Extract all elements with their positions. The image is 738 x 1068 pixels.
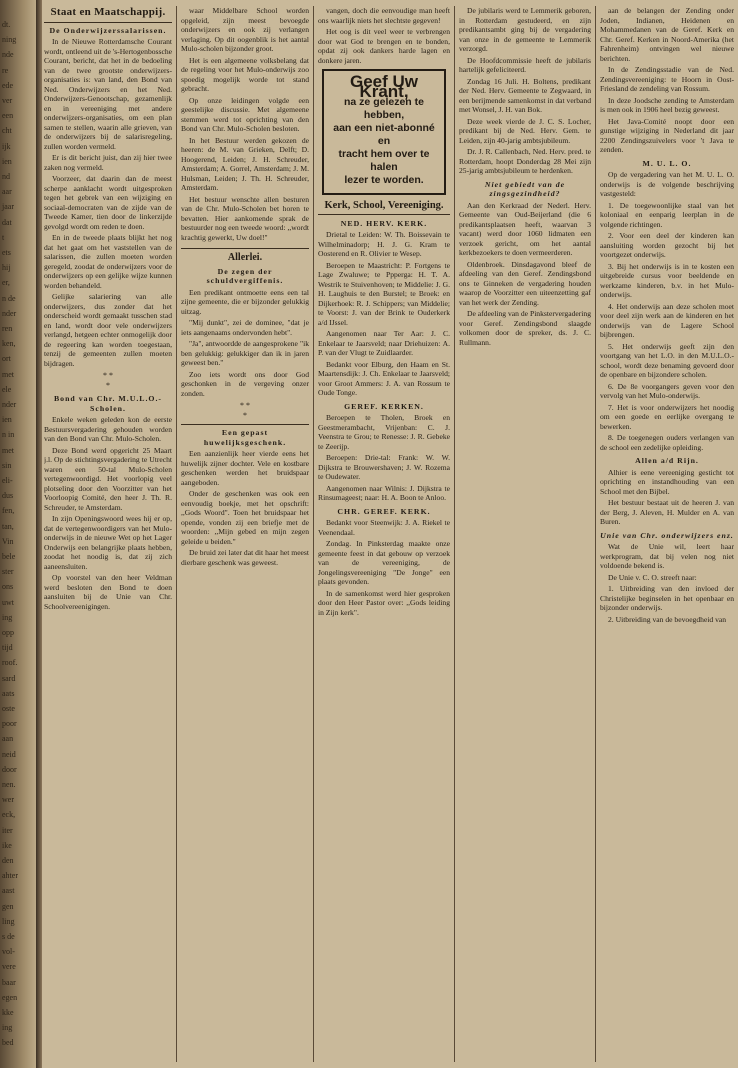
article-body-mulo — [600, 170, 734, 452]
paragraph: Wat de Unie wil, leert haar werkprogram, dat bij velen nog niet voldoende bekend is. — [600, 542, 734, 570]
article-continuation — [181, 6, 309, 242]
article-body-mulo-bond — [44, 415, 172, 611]
paragraph: Een aanzienlijk heer vierde eens het huwelijk zijner dochter. Vele en kostbare geschenken werden het bruidspaar aangeboden. — [181, 449, 309, 487]
column-rule — [595, 6, 596, 1062]
paragraph: Dr. J. R. Callenbach, Ned. Herv. pred. te Rotterdam, hoopt Donderdag 28 Mei zijn 25-jarig ambtsjubileum te herdenken. — [459, 147, 591, 175]
gutter-fragment: opp — [2, 628, 14, 637]
gutter-fragment: ken, — [2, 339, 16, 349]
gutter-fragment: ahter — [2, 871, 18, 881]
gutter-fragment: poor — [2, 719, 17, 729]
gutter-fragment: n de — [2, 293, 16, 303]
gutter-fragment: ede — [2, 80, 14, 90]
paragraph: 2. Uitbreiding van de bevoegdheid van — [608, 614, 727, 624]
column-2 — [181, 6, 309, 1062]
paragraph: Alhier is eene vereeniging gesticht tot oprichting en instandhouding van een School met den Bijbel. — [600, 467, 734, 496]
article-body-chr-geref-kerk — [318, 518, 450, 617]
section-heading-staat: Staat en Maatschappij. — [50, 6, 166, 18]
article-title-alphen: Allen a/d Rijn. — [635, 456, 699, 465]
paragraph: Aan den Kerkraad der Nederl. Herv. Gemeente van Oud-Beijerland (die 6 predikantsplaatsen heeft, waarvan 3 vacant) werd door 1060 lidmaten een verzoek gericht, om het aantal kerkbezoekers te doen vermeerderen. — [459, 200, 591, 257]
column-rule — [454, 6, 455, 1062]
gutter-fragment: re — [2, 65, 9, 75]
subheading-geref-kerken: GEREF. KERKEN. — [344, 401, 424, 411]
paragraph: Aangenomen naar Wilnis: J. Dijkstra te Rinsumageest; naar: H. A. Boon te Anloo. — [318, 483, 450, 502]
column-rule — [176, 6, 177, 1062]
gutter-fragment: eck, — [2, 810, 16, 820]
paragraph: Het is een algemeene volksbelang dat de regeling voor het Mulo-onderwijs zoo spoedig mogelijk worde tot stand gebracht. — [181, 55, 309, 93]
gutter-fragment: eli- — [2, 476, 13, 485]
paragraph: Bedankt voor Elburg, den Haam en St. Maartensdijk: J. Ch. Enkelaar te Jaarsveld; voor Groot Ammers: J. A. van Rossum te Oude Tonge. — [318, 359, 450, 397]
paragraph: Deze Bond werd opgericht 25 Maart j.l. Op de stichtingsvergadering te Utrecht waren een 50-tal Mulo-Scholen vertegenwoordigd. Het voorlopig veel plotseling door den Voorzitter van het Voorloopig Comité, den heer J. Th. R. Schreuder, te Amsterdam. — [44, 445, 172, 512]
gutter-fragment: oste — [2, 704, 15, 713]
gutter-fragment: aats — [2, 688, 15, 698]
paragraph: Zoo iets wordt ons door God geschonken in de vergeving onzer zonden. — [181, 369, 309, 398]
paragraph: Enkele weken geleden kon de eerste Bestuursvergadering gehouden worden van den Bond van Chr. Mulo-Scholen. — [44, 415, 172, 443]
paragraph: 1. Uitbreiding van den invloed der Christelijke beginselen in het openbaar en bijzonder onderwijs. — [600, 584, 734, 612]
gutter-fragment: aan — [2, 734, 14, 744]
paragraph: Gelijke salariering van alle onderwijzers, dus zonder dat het onderscheid wordt gemaakt tusschen stad en land, wordt door vele onderwijzers verlangd, hetgeen echter onmogelijk door de regeering kan worden toegestaan, tenzij de gemeenten zullen moeten bijdragen. — [44, 292, 172, 368]
gutter-fragment: nde — [2, 50, 14, 60]
gutter-fragment: ning — [2, 35, 17, 45]
separator-stars: * * * — [240, 401, 250, 420]
paragraph: De afdeeling van de Pinkstervergadering voor Geref. Zendingsbond slaagde volkomen door de spreker, ds. J. C. Rullmann. — [459, 309, 591, 347]
gutter-fragment: met — [2, 369, 14, 379]
gutter-fragment: wer — [2, 795, 14, 805]
paragraph: 8. De toegenegen ouders verlangen van de school een zedelijke opleiding. — [600, 433, 734, 452]
article-continuation — [318, 6, 450, 65]
paragraph: Deze week vierde de J. C. S. Locher, predikant bij de Ned. Herv. Gem. te Leiden, zijn 40-jarig ambtsjubileum. — [459, 116, 591, 145]
paragraph: Op onze leidingen volgde een geestelijke discussie. Met algemeene stemmen werd tot oprichting van den Bond van Chr. Mulo-Scholen besloten. — [181, 95, 309, 133]
gutter-fragment: dus — [2, 491, 14, 501]
gutter-fragment: uwt — [2, 597, 14, 607]
ad-line: aan een niet-abonné en — [333, 122, 435, 147]
article-body-unie — [600, 542, 734, 624]
gutter-fragment: sin — [2, 460, 12, 470]
paragraph: 5. Het onderwijs geeft zijn den voortgang van het L.O. in den M.U.L.O.-school, wordt deze benaming gevoerd door de openbare en bijzondere scholen. — [600, 341, 734, 379]
paragraph: 3. Bij het onderwijs is in te kosten een uitgebreide cursus voor beeldende en werkzame kinderen, b.v. in het Mulo-onderwijs. — [600, 261, 734, 299]
paragraph: De bruid zei later dat dit haar het meest dierbare geschenk was geweest. — [181, 548, 309, 567]
gutter-fragment: bed — [2, 1038, 14, 1048]
paragraph: 1. De toegewoonlijke staal van het koloniaal en eenparig leerplan in de volgende richtingen. — [600, 200, 734, 229]
paragraph: Beroepen: Drie-tal: Frank: W. W. Dijkstra te Brouwershaven; J. W. Rozema te Oudewater. — [318, 453, 450, 481]
gutter-fragment: dat — [2, 217, 12, 227]
gutter-fragment: nder — [2, 308, 17, 318]
gutter-fragment: vere — [2, 962, 16, 972]
paragraph: In het Bestuur werden gekozen de heeren: de M. van Grieken, Delft; D. Hoogerend, Leiden; J. H. Schreuder, Amsterdam; A. Gorrel, Amsterdam; J. M. Hulsman, Leiden; J. Th. H. Schreuder, Amsterdam. — [181, 135, 309, 192]
paragraph: aan de belangen der Zending onder Joden, Indianen, Heidenen en Mohammedanen van de Geref. Kerk en Chr. Geref. Kerken in Noord-Amerika (het Fahrenheim) ontvingen wel nieuwe berichten. — [600, 6, 734, 63]
column-rule — [313, 6, 314, 1062]
gutter-fragment: sard — [2, 673, 16, 683]
paragraph: Het bestuur wenschte allen besturen van de Chr. Mulo-Scholen bet horen te bevatten. Hier aankomende sprak de bestuurder nog een tweede woord: ,,wordt krachtig gewerkt, Uw doel!" — [181, 194, 309, 242]
gutter-fragment: hij — [2, 263, 11, 273]
paragraph: De jubilaris werd te Lemmerik geboren, in Rotterdam gestudeerd, en zijn predikantsambt ging bij de vergadering van onze in de gemeente te Lemmerik verzorgd. — [459, 6, 591, 53]
advertisement-box — [322, 69, 446, 195]
gutter-fragment: egen — [2, 992, 18, 1002]
book-binding — [36, 0, 42, 1068]
paragraph: Drietal te Leiden: W. Th. Boissevain te Wilhelminadorp; H. J. G. Kram te Oosterend en R. Olivier te Wesep. — [318, 230, 450, 258]
subheading-herv-kerk: NED. HERV. KERK. — [340, 218, 428, 228]
gutter-fragment: aast — [2, 886, 15, 896]
article-title-unie: Unie van Chr. onderwijzers enz. — [600, 530, 734, 540]
article-body-zingsgezindheid — [459, 201, 591, 348]
gutter-fragment: nder — [2, 400, 17, 409]
article-title-schuldvergiffenis: De zegen der schuldvergiffenis. — [206, 266, 284, 285]
column-4 — [459, 6, 591, 1062]
article-body-salarissen — [44, 37, 172, 368]
gutter-fragment: met — [2, 445, 14, 455]
paragraph: Aangenomen naar Ter Aar: J. C. Enkelaar te Jaarsveld; naar Driehuizen: A. P. van der Vlugt te Zuidlaarder. — [318, 329, 450, 357]
gutter-fragment: s de — [2, 932, 15, 941]
paragraph: Op voorstel van den heer Veldman werd besloten den Bond te doen aansluiten bij de Unie van Chr. Schoolvereenigingen. — [44, 573, 172, 611]
gutter-fragment: cht — [2, 126, 12, 136]
gutter-fragment: aar — [2, 187, 12, 197]
paragraph: Het Java-Comité noopt door een gunstige wijziging in Nederland dit jaar 2200 Zendingszuivelers voor 't Java te zenden. — [600, 116, 734, 154]
section-heading-allerlei: Allerlei. — [181, 248, 309, 263]
paragraph: Het bestuur bestaat uit de heeren J. van der Berg, J. Aleven, H. Mulder en A. van Buren. — [600, 498, 734, 526]
gutter-fragment: bele — [2, 552, 16, 561]
paragraph: Onder de geschenken was ook een eenvoudig boekje, met het opschrift: ,,Gods Woord". Toen het bruidspaar het opende, vonden zij een briefje met de woorden: ,,Mijn gebed en mijn zegen geleide u beiden." — [181, 489, 309, 546]
paragraph: En in de tweede plaats blijkt het nog dat het gaat om het vaststellen van de salarissen, die zullen moeten worden geregeld, zoodat de onderwijzers voor de onderwijzers op een gelijke wijze kunnen worden behandeld. — [44, 233, 172, 290]
gutter-fragment: vol- — [2, 947, 15, 957]
gutter-fragment: iter — [2, 825, 13, 835]
paragraph: 7. Het is voor onderwijzers het noodig om een goede en eerlijke overgang te bewerken. — [600, 402, 734, 431]
separator-stars: * * * — [103, 371, 113, 390]
ad-line: na ze gelezen te hebben, — [344, 96, 424, 121]
gutter-fragment: jaar — [2, 202, 14, 212]
paragraph: In de samenkomst werd hier gesproken door den Heer Pastor over: ,,Gods leiding in Zijn kerk". — [318, 588, 450, 617]
column-3 — [318, 6, 450, 1062]
ad-line: tracht hem over te halen — [338, 148, 430, 173]
paragraph: Zondag. In Pinksterdag maakte onze gemeente feest in dat gebouw op verzoek van de vereeniging, de Jongelingsvereeniging "De Jonge" een plaats gevonden. — [318, 539, 450, 586]
gutter-fragment: ons — [2, 582, 14, 592]
article-title-mulo: M. U. L. O. — [642, 158, 692, 168]
paragraph: Beroepen te Maastricht: P. Fortgens te Lage Zwaluwe; te Ppperga: H. T. A. Westrik te Stuivenhoven; te Middelie: J. G. H. Laughuis te den Burstel; te Broek: en Dijkerhoek: R. J. Schippers; van Middelie; te Voorst: J. van der Brink te Ouderkerk a/d IJssel. — [318, 260, 450, 327]
gutter-fragment: ijk — [2, 141, 11, 151]
gutter-fragment: ort — [2, 354, 11, 364]
gutter-fragment: tan, — [2, 521, 14, 531]
gutter-fragment: door — [2, 764, 17, 774]
ad-line: Geef Uw Krant, — [349, 72, 419, 101]
paragraph: Zondag 16 Juli. H. Boltens, predikant der Ned. Herv. Gemeente te Zegwaard, in een berijmende samenkomst in dat verband met Wonsel, J. H. van Bok. — [459, 76, 591, 114]
paragraph: 6. De 8e voorgangers geven voor den vervolg van het Mulo-onderwijs. — [600, 381, 734, 400]
gutter-fragment: fen, — [2, 506, 15, 516]
gutter-fragment: nen. — [2, 780, 16, 789]
paragraph: In de Zendingsstadie van de Ned. Zendingsvereeniging: te Hoorn in Oost-Friesland de zendeling van Rossum. — [600, 65, 734, 93]
paragraph: 4. Het onderwijs aan deze scholen moet voor deel zijn werk aan de kinderen en het onderwijs van de Lagere School bijbrengen. — [600, 301, 734, 339]
ad-line: lezer te worden. — [344, 174, 424, 186]
column-1 — [44, 6, 172, 1062]
article-body-huwelijksgeschenk — [181, 449, 309, 567]
paragraph: De Unie v. C. O. streeft naar: — [608, 572, 697, 582]
gutter-fragment: ing — [2, 612, 13, 622]
article-title-zingsgezindheid: Niet gebiedt van de zingsgezindheid? — [484, 179, 566, 198]
gutter-fragment: ver — [2, 96, 13, 105]
gutter-fragment: er, — [2, 278, 10, 288]
article-continuation — [600, 6, 734, 155]
paragraph: Voorzeer, dat daarin dan de meest scherpe aanklacht wordt uitgesproken tegen het gebrek van een wijziging en sociaal-democraten van de zijde van de Tweede Kamer, tien door de linkerzijde gevolgd wordt om reden te doen. — [44, 174, 172, 231]
paragraph: In de Nieuwe Rotterdamsche Courant wordt, ontleend uit de 's-Hertogenbossche Courant, bericht, dat het in de bedoeling van de twee grootste onderwijzers-organisaties is: van land, den Bond van Ned. Onderwijzers en het Ned. Onderwijzers-Genootschap, gezamenlijk en in vereeniging met andere onderwijzers-organisaties, om een plan samen te stellen, waarin alle grieven, van de onderwijzers bij de salarisregeling, zullen worden vermeld. — [44, 37, 172, 151]
article-title-mulo-bond: Bond van Chr. M.U.L.O.-Scholen. — [53, 394, 163, 413]
paragraph: Er is dit bericht juist, dan zij hier twee zaken nog vermeld. — [44, 153, 172, 172]
article-body-geref-kerken — [318, 413, 450, 503]
paragraph: Oldenbroek. Dinsdagavond bleef de afdeeling van den Geref. Zendingsbond ons te Ginneken de vergadering houden waarop de Voorzitter een uiteenzetting gaf van het werk der Zending. — [459, 259, 591, 307]
subheading-chr-geref-kerk: CHR. GEREF. KERK. — [337, 506, 431, 516]
paragraph: Een predikant ontmoette eens een tal zijne gemeente, die er bijzonder gelukkig uitzag. — [181, 287, 309, 316]
gutter-fragment: nd — [2, 172, 10, 181]
paragraph: Het oog is dit veel weer te verbrengen door wat God te brengen en te bonden, opdat zij ook dankers harde lagen en donkere jaren. — [318, 27, 450, 65]
gutter-fragment: ien — [2, 156, 12, 166]
column-5 — [600, 6, 734, 1062]
paragraph: 2. Voor een deel der kinderen kan aansluiting worden gezocht bij het voortgezet onderwijs. — [600, 231, 734, 259]
article-body-schuldvergiffenis — [181, 288, 309, 399]
gutter-fragment: ling — [2, 916, 15, 926]
paragraph: De Hoofdcommissie heeft de jubilaris hartelijk gefeliciteerd. — [459, 55, 591, 74]
gutter-fragment: ien — [2, 415, 12, 425]
paragraph: Op de vergadering van het M. U. L. O. onderwijs is de volgende beschrijving vastgesteld: — [600, 170, 734, 198]
gutter-fragment: t — [2, 232, 5, 242]
article-title-huwelijksgeschenk: Een gepast huwelijksgeschenk. — [181, 424, 309, 447]
article-continuation — [459, 6, 591, 176]
gutter-fragment: een — [2, 111, 14, 121]
paragraph: Bedankt voor Steenwijk: J. A. Riekel te Veenendaal. — [318, 518, 450, 537]
paragraph: Beroepen te Tholen, Broek en Geestmerambacht, Vrijenban: C. J. Veenstra te Grou; te Renesse: J. R. Gebeke te Zeerijp. — [318, 413, 450, 451]
gutter-fragment: roof. — [2, 658, 18, 668]
paragraph: "Ja", antwoordde de aangesprokene "ik ben gelukkig: gelukkiger dan ik in jaren geweest ben." — [181, 339, 309, 367]
gutter-fragment: dt. — [2, 20, 11, 29]
gutter-fragment: ster — [2, 567, 14, 577]
previous-page-gutter — [0, 0, 40, 1068]
gutter-fragment: baar — [2, 977, 16, 987]
paragraph: In zijn Openingswoord wees hij er op, dat de vertegenwoordigers van het Mulo-onderwijs in de nieuwe Wet op het Lager Onderwijs een belangrijke plaats hebben, zoodat het noodig is, dat zij zich aaneensluiten. — [44, 514, 172, 571]
gutter-fragment: gen — [2, 901, 14, 911]
gutter-fragment: ing — [2, 1023, 13, 1033]
gutter-fragment: ike — [2, 840, 12, 850]
gutter-fragment: neid — [2, 749, 16, 759]
gutter-fragment: Vin — [2, 536, 14, 546]
gutter-fragment: tijd — [2, 643, 13, 653]
section-heading-kerk: Kerk, School, Vereeniging. — [318, 201, 450, 215]
gutter-fragment: ets — [2, 248, 11, 257]
gutter-fragment: n in — [2, 430, 15, 440]
paragraph: In deze Joodsche zending te Amsterdam is men ook in 1906 heel bezig geweest. — [600, 95, 734, 114]
gutter-fragment: ren — [2, 324, 13, 333]
paragraph: vangen, doch die eenvoudige man heeft ons waarlijk niets het slechtste gegeven! — [318, 6, 450, 25]
article-body-alphen — [600, 468, 734, 527]
gutter-fragment: den — [2, 856, 14, 865]
gutter-fragment: kke — [2, 1008, 14, 1017]
paragraph: "Mij dunkt", zei de dominee, "dat je iets aangenaams ondervonden hebt". — [181, 318, 309, 337]
paragraph: waar Middelbare School worden opgeleid, zijn meest bevoegde onderwijzers en ook zij verlangen verlaging. Op dit oogenblik is het aantal Mulo-scholen bijzonder groot. — [181, 6, 309, 53]
gutter-fragment: ele — [2, 384, 12, 394]
page-content — [44, 6, 734, 1064]
article-body-herv-kerk — [318, 230, 450, 398]
article-title-salarissen: De Onderwijzerssalarissen. — [44, 22, 172, 36]
